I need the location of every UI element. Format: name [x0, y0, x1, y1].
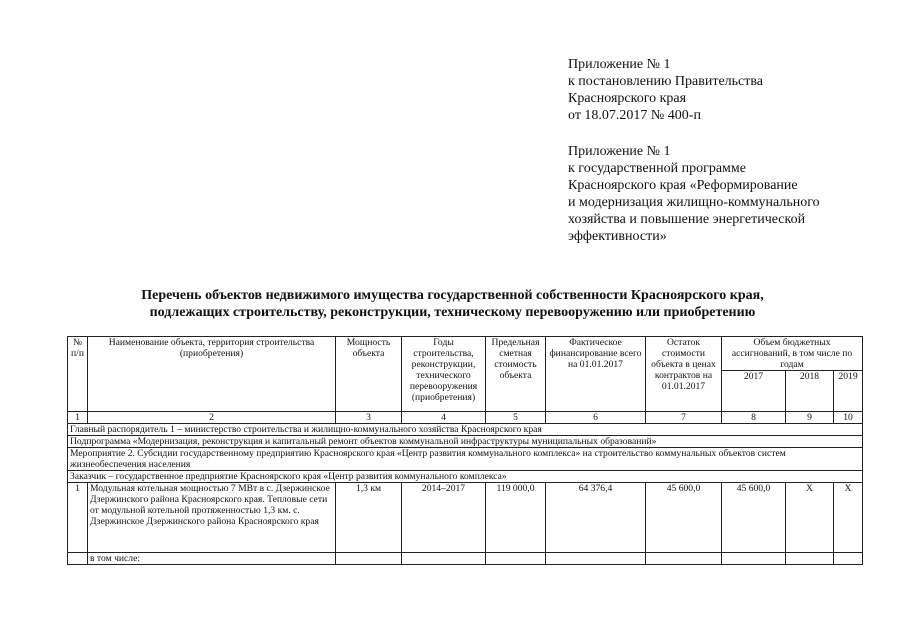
header-capacity: Мощность объекта — [336, 337, 402, 412]
row-capacity: 1,3 км — [336, 483, 402, 553]
header-num: № п/п — [68, 337, 88, 412]
col-number: 10 — [834, 412, 863, 424]
including-row — [68, 553, 863, 565]
header-2018: 2018 — [786, 371, 834, 412]
objects-table — [67, 336, 863, 565]
col-number: 6 — [546, 412, 646, 424]
row-2017: 45 600,0 — [722, 483, 786, 553]
header-estimate: Предельная сметная стоимость объекта — [486, 337, 546, 412]
appendix-2-line4: и модернизация жилищно-коммунального — [568, 195, 820, 210]
customer-row — [68, 471, 863, 483]
measure-row — [68, 448, 863, 471]
row-num: 1 — [68, 483, 88, 553]
header-2019: 2019 — [834, 371, 863, 412]
header-remainder: Остаток стоимости объекта в ценах контрактов на 01.01.2017 — [646, 337, 722, 412]
including-empty-cell — [722, 553, 786, 565]
row-2019: Х — [834, 483, 863, 553]
col-number: 1 — [68, 412, 88, 424]
customer-text: Заказчик – государственное предприятие Красноярского края «Центр развития коммунального комплекса» — [68, 471, 863, 483]
header-financing: Фактическое финансирование всего на 01.01.2017 — [546, 337, 646, 412]
appendix-2-line3: Красноярского края «Реформирование — [568, 178, 798, 193]
subprogram-row — [68, 436, 863, 448]
col-number: 2 — [88, 412, 336, 424]
appendix-1-header — [568, 56, 888, 124]
document-title-line1: Перечень объектов недвижимого имущества государственной собственности Красноярского края, — [141, 288, 764, 303]
appendix-1-line3: Красноярского края — [568, 91, 687, 106]
including-empty-cell — [402, 553, 486, 565]
including-empty-cell — [68, 553, 88, 565]
row-2018: Х — [786, 483, 834, 553]
main-admin-text: Главный распорядитель 1 – министерство строительства и жилищно-коммунального хозяйства Красноярского края — [68, 424, 863, 436]
col-number: 8 — [722, 412, 786, 424]
row-estimate: 119 000,0 — [486, 483, 546, 553]
table-row — [68, 483, 863, 553]
appendix-2-line1: Приложение № 1 — [568, 144, 671, 159]
main-admin-row — [68, 424, 863, 436]
header-years: Годы строительства, реконструкции, технического перевооружения (приобретения) — [402, 337, 486, 412]
document-title — [0, 287, 905, 321]
row-remainder: 45 600,0 — [646, 483, 722, 553]
appendix-1-line4: от 18.07.2017 № 400-п — [568, 108, 701, 123]
subprogram-text: Подпрограмма «Модернизация, реконструкция и капитальный ремонт объектов коммунальной инфраструктуры муниципальных образований» — [68, 436, 863, 448]
header-budget: Объем бюджетных ассигнований, в том числе по годам — [722, 337, 863, 371]
including-empty-cell — [834, 553, 863, 565]
col-number: 9 — [786, 412, 834, 424]
header-2017: 2017 — [722, 371, 786, 412]
appendix-2-line5: хозяйства и повышение энергетической — [568, 212, 806, 227]
header-name: Наименование объекта, территория строительства (приобретения) — [88, 337, 336, 412]
appendix-1-line2: к постановлению Правительства — [568, 74, 764, 89]
appendix-2-line6: эффективности» — [568, 229, 667, 244]
measure-text: Мероприятие 2. Субсидии государственному предприятию Красноярского края «Центр развития коммунального комплекса» на строительство коммунальных объектов систем жизнеобеспечения населения — [68, 448, 863, 471]
row-years: 2014–2017 — [402, 483, 486, 553]
including-empty-cell — [336, 553, 402, 565]
table-header-row — [68, 337, 863, 371]
column-numbers-row — [68, 412, 863, 424]
col-number: 4 — [402, 412, 486, 424]
col-number: 5 — [486, 412, 546, 424]
including-label: в том числе: — [88, 553, 336, 565]
document-title-line2: подлежащих строительству, реконструкции, техническому перевооружению или приобретению — [149, 305, 756, 320]
including-empty-cell — [646, 553, 722, 565]
including-empty-cell — [786, 553, 834, 565]
col-number: 7 — [646, 412, 722, 424]
including-empty-cell — [486, 553, 546, 565]
appendix-2-header — [568, 143, 888, 245]
appendix-2-line2: к государственной программе — [568, 161, 746, 176]
col-number: 3 — [336, 412, 402, 424]
row-financing: 64 376,4 — [546, 483, 646, 553]
row-object-name: Модульная котельная мощностью 7 МВт в с. Дзержинское Дзержинского района Красноярского края. Тепловые сети от модульной котельной протяженностью 1,3 км. с. Дзержинское Дзержинского района Красноярского края — [88, 483, 336, 553]
appendix-1-line1: Приложение № 1 — [568, 57, 671, 72]
including-empty-cell — [546, 553, 646, 565]
